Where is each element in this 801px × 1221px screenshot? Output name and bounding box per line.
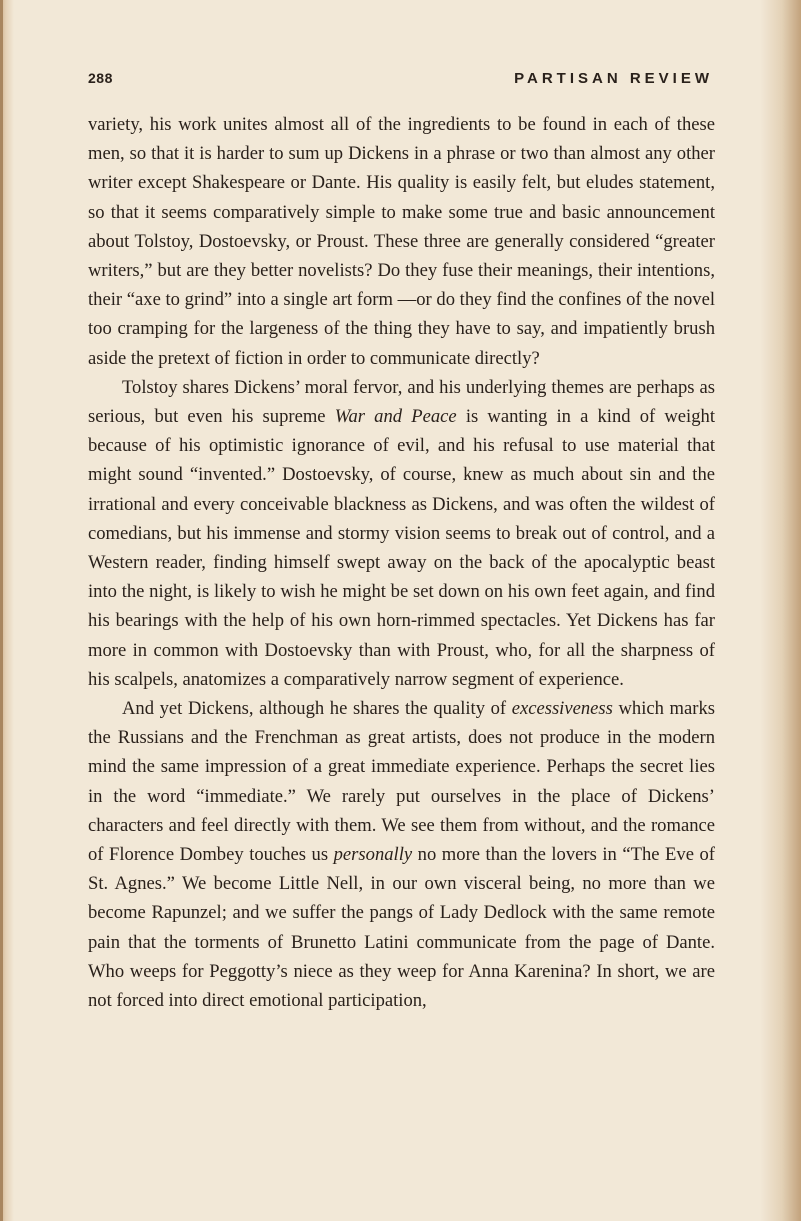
body-text — [88, 110, 715, 1015]
text-run: is wanting in a kind of weight because of his optimistic ignorance of evil, and his refusal to use material that might sound “invented.” Dostoevsky, of course, knew as much about sin and the irrational and every conceivable blackness as Dickens, and was often the wildest of comedians, but his immense and stormy vision seems to break out of control, and a Western reader, finding himself swept away on the back of the apocalyptic beast into the night, is likely to wish he might be set down on his own feet again, and find his bearings with the help of his own horn-rimmed spectacles. Yet Dickens has far more in common with Dostoevsky than with Proust, who, for all the sharpness of his scalpels, anatomizes a comparatively narrow segment of experience. — [88, 406, 715, 690]
page-header — [88, 70, 713, 94]
emphasis-personally: personally — [333, 844, 413, 866]
paragraph-3 — [88, 694, 715, 1015]
text-run: which marks the Russians and the Frenchman as great artists, does not produce in the modern mind the same impression of a great immediate experience. Perhaps the secret lies in the word “immediate.” We rarely put ourselves in the place of Dickens’ characters and feel directly with them. We see them from without, and the romance of Florence Dombey touches us — [88, 698, 715, 866]
text-run: And yet Dickens, although he shares the quality of — [122, 698, 512, 720]
text-run: variety, his work unites almost all of the ingredients to be found in each of these men, so that it is harder to sum up Dickens in a phrase or two than almost any other writer except Shakespeare or Dante. His quality is easily felt, but eludes statement, so that it seems comparatively simple to make some true and basic announcement about Tolstoy, Dostoevsky, or Proust. These three are generally considered “greater writers,” but are they better novelists? Do they fuse their meanings, their intentions, their “axe to grind” into a single art form —or do they find the confines of the novel too cramping for the largeness of the thing they have to say, and impatiently brush aside the pretext of fiction in order to communicate directly? — [88, 114, 715, 369]
paragraph-2 — [88, 373, 715, 694]
page-gutter-shadow — [0, 0, 3, 1221]
running-head: PARTISAN REVIEW — [514, 70, 713, 87]
paragraph-1 — [88, 110, 715, 373]
book-title-war-and-peace: War and Peace — [334, 406, 457, 428]
page-number: 288 — [88, 70, 113, 86]
text-run: Tolstoy shares Dickens’ moral fervor, and his underlying themes are perhaps as serious, but even his supreme — [88, 376, 715, 428]
emphasis-excessiveness: excessiveness — [511, 698, 613, 720]
text-run: no more than the lovers in “The Eve of St. Agnes.” We become Little Nell, in our own visceral being, no more than we become Rapunzel; and we suffer the pangs of Lady Dedlock with the same remote pain that the torments of Brunetto Latini communicate from the page of Dante. Who weeps for Peggotty’s niece as they weep for Anna Karenina? In short, we are not forced into direct emotional participation, — [88, 844, 715, 1012]
